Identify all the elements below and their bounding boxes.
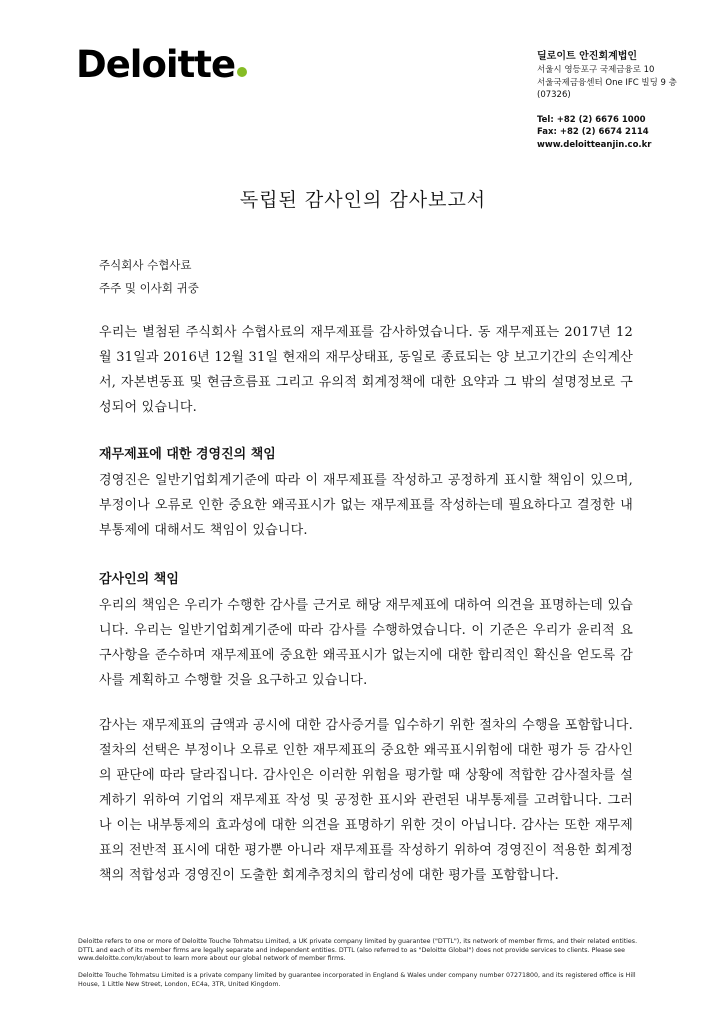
address-postcode: (07326) <box>537 90 571 100</box>
firm-address-block <box>537 50 677 151</box>
management-responsibility-heading: 재무제표에 대한 경영진의 책임 <box>99 447 276 462</box>
footer-legal-note-2: Deloitte Touche Tohmatsu Limited is a private company limited by guarantee incorporated in England & Wales under company number 07271800, and its registered office is Hill House, 1 Little New Street, London, EC4a, 3TR, United Kingdom. <box>78 972 636 988</box>
logo-dot-icon <box>237 67 247 77</box>
address-line-2: 서울국제금융센터 One IFC 빌딩 9 층 <box>537 77 677 88</box>
addressee-company: 주식회사 수협사료 <box>99 258 192 272</box>
address-line-1: 서울시 영등포구 국제금융로 10 <box>537 65 655 75</box>
auditor-responsibility-paragraph-1: 우리의 책임은 우리가 수행한 감사를 근거로 해당 재무제표에 대하여 의견을 표명하는데 있습니다. 우리는 일반기업회계기준에 따라 감사를 수행하였습니다. 이 기준은 우리가 윤리적 요구사항을 준수하며 재무제표에 중요한 왜곡표시가 없는지에 대한 합리적인 확신을 얻도록 감사를 계획하고 수행할 것을 요구하고 있습니다. <box>99 598 633 688</box>
tel-number: Tel: +82 (2) 6676 1000 <box>537 114 646 125</box>
addressee-recipients: 주주 및 이사회 귀중 <box>99 281 199 295</box>
deloitte-logo <box>76 43 247 86</box>
auditor-responsibility-paragraph-2: 감사는 재무제표의 금액과 공시에 대한 감사증거를 입수하기 위한 절차의 수행을 포함합니다. 절차의 선택은 부정이나 오류로 인한 재무제표의 중요한 왜곡표시위험에 대한 평가 등 감사인의 판단에 따라 달라집니다. 감사인은 이러한 위험을 평가할 때 상황에 적합한 감사절차를 설계하기 위하여 기업의 재무제표 작성 및 공정한 표시와 관련된 내부통제를 고려합니다. 그러나 이는 내부통제의 효과성에 대한 의견을 표명하기 위한 것이 아닙니다. 감사는 또한 재무제표의 전반적 표시에 대한 평가뿐 아니라 재무제표를 작성하기 위하여 경영진이 적용한 회계정책의 적합성과 경영진이 도출한 회계추정치의 합리성에 대한 평가를 포함합니다. <box>99 718 633 883</box>
management-responsibility-paragraph: 경영진은 일반기업회계기준에 따라 이 재무제표를 작성하고 공정하게 표시할 책임이 있으며, 부정이나 오류로 인한 중요한 왜곡표시가 없는 재무제표를 작성하는데 필요하다고 결정한 내부통제에 대해서도 책임이 있습니다. <box>99 473 633 538</box>
footer-legal-note-1: Deloitte refers to one or more of Deloitte Touche Tohmatsu Limited, a UK private company limited by guarantee ("DTTL"), its network of member firms, and their related entities. DTTL and each of its member firms are legally separate and independent entities. DTTL (also referred to as "Deloitte Global") does not provide services to clients. Please see www.deloitte.com/kr/about to learn more about our global network of member firms. <box>78 938 638 962</box>
website-url: www.deloitteanjin.co.kr <box>537 139 652 150</box>
logo-text: Deloitte <box>76 43 236 86</box>
fax-number: Fax: +82 (2) 6674 2114 <box>537 127 649 137</box>
auditor-responsibility-heading: 감사인의 책임 <box>99 572 179 587</box>
intro-paragraph: 우리는 별첨된 주식회사 수협사료의 재무제표를 감사하였습니다. 동 재무제표는 2017년 12월 31일과 2016년 12월 31일 현재의 재무상태표, 동일로 종료되는 양 보고기간의 손익계산서, 자본변동표 및 현금흐름표 그리고 유의적 회계정책에 대한 요약과 그 밖의 설명정보로 구성되어 있습니다. <box>99 325 633 415</box>
report-title: 독립된 감사인의 감사보고서 <box>239 189 487 211</box>
addressee-block <box>99 254 199 300</box>
firm-name: 딜로이트 안진회계법인 <box>537 51 638 62</box>
contact-info <box>537 114 677 152</box>
